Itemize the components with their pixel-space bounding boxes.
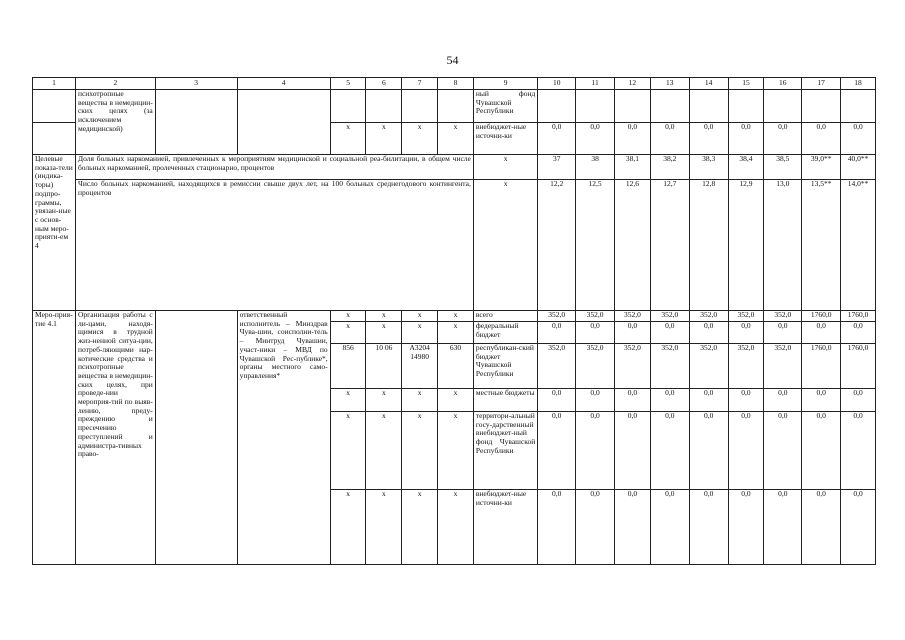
kbk-cell: x <box>402 311 438 322</box>
value-cell: 352,0 <box>764 311 802 322</box>
header-cell: 14 <box>689 78 728 90</box>
value-cell: 0,0 <box>802 123 841 155</box>
value-cell: 0,0 <box>576 412 615 490</box>
empty-cell <box>155 311 237 565</box>
value-cell: 0,0 <box>615 389 651 412</box>
value-cell: 0,0 <box>576 490 615 565</box>
value-cell: 352,0 <box>615 344 651 389</box>
empty-cell <box>650 90 689 123</box>
value-cell: 0,0 <box>841 490 876 565</box>
header-cell: 2 <box>75 78 155 90</box>
funding-source: всего <box>473 311 537 322</box>
value-cell: 352,0 <box>576 344 615 389</box>
value-cell: 38,4 <box>728 155 764 180</box>
targets-label: Целевые показа-тели (индика-торы) подпро-граммы, увязан-ные с основ-ным меро-прияти-ем 4 <box>33 155 76 311</box>
kbk-cell: 630 <box>438 344 474 389</box>
header-cell: 11 <box>576 78 615 90</box>
value-cell: 0,0 <box>538 123 576 155</box>
kbk-cell: x <box>438 412 474 490</box>
value-cell: 0,0 <box>576 389 615 412</box>
value-cell: 0,0 <box>615 412 651 490</box>
value-cell: 1760,0 <box>841 311 876 322</box>
value-cell: 0,0 <box>841 322 876 344</box>
kbk-cell: x <box>366 490 402 565</box>
value-cell: 0,0 <box>689 322 728 344</box>
value-cell: 38,3 <box>689 155 728 180</box>
value-cell: 38,5 <box>764 155 802 180</box>
funding-source: ный фонд Чувашской Республики <box>473 90 537 123</box>
value-cell: 12,2 <box>538 180 576 311</box>
header-cell: 16 <box>764 78 802 90</box>
value-cell: 14,0** <box>841 180 876 311</box>
kbk-cell: x <box>366 389 402 412</box>
header-cell: 18 <box>841 78 876 90</box>
funding-source: внебюджет-ные источни-ки <box>473 490 537 565</box>
header-cell: 1 <box>33 78 76 90</box>
value-cell: 0,0 <box>538 412 576 490</box>
value-cell: 0,0 <box>728 389 764 412</box>
value-cell: 352,0 <box>728 344 764 389</box>
value-cell: 0,0 <box>802 322 841 344</box>
value-cell: 352,0 <box>689 311 728 322</box>
header-cell: 12 <box>615 78 651 90</box>
empty-cell <box>615 90 651 123</box>
header-cell: 3 <box>155 78 237 90</box>
indicator-mark: x <box>473 155 537 180</box>
kbk-cell: x <box>330 123 366 155</box>
kbk-cell: x <box>330 322 366 344</box>
kbk-cell: x <box>330 389 366 412</box>
program-table <box>32 77 876 565</box>
empty-cell <box>438 90 474 123</box>
empty-cell <box>33 90 76 123</box>
kbk-cell: x <box>402 412 438 490</box>
measure-name: Организация работы с ли-цами, находя-щимися в трудной жиз-ненной ситуа-ции, потреб-ляющими нар-котические средства и психотропные вещества в немедицин-ских целях, при проведе-нии мероприя-тий по выяв-лению, преду-преждению и пресечению преступлений и администра-тивных право- <box>75 311 155 565</box>
table-row <box>33 155 876 180</box>
kbk-cell: x <box>366 322 402 344</box>
measure-label: Меро-прия-тие 4.1 <box>33 311 76 565</box>
funding-source: республикан-ский бюджет Чувашской Республики <box>473 344 537 389</box>
kbk-cell: x <box>438 311 474 322</box>
header-cell: 17 <box>802 78 841 90</box>
kbk-cell: x <box>402 389 438 412</box>
value-cell: 0,0 <box>802 490 841 565</box>
value-cell: 0,0 <box>650 389 689 412</box>
header-cell: 8 <box>438 78 474 90</box>
value-cell: 12,5 <box>576 180 615 311</box>
kbk-cell: x <box>438 322 474 344</box>
value-cell: 0,0 <box>538 322 576 344</box>
value-cell: 39,0** <box>802 155 841 180</box>
value-cell: 12,9 <box>728 180 764 311</box>
value-cell: 0,0 <box>802 389 841 412</box>
value-cell: 352,0 <box>728 311 764 322</box>
value-cell: 352,0 <box>689 344 728 389</box>
funding-source: местные бюджеты <box>473 389 537 412</box>
header-cell: 6 <box>366 78 402 90</box>
empty-cell <box>764 90 802 123</box>
header-cell: 7 <box>402 78 438 90</box>
value-cell: 0,0 <box>764 412 802 490</box>
header-cell: 13 <box>650 78 689 90</box>
value-cell: 0,0 <box>650 412 689 490</box>
empty-cell <box>155 90 237 155</box>
value-cell: 12,8 <box>689 180 728 311</box>
value-cell: 40,0** <box>841 155 876 180</box>
value-cell: 352,0 <box>650 344 689 389</box>
funding-source: территори-альный госу-дарственный внебюджет-ный фонд Чувашской Республики <box>473 412 537 490</box>
kbk-cell: x <box>366 311 402 322</box>
value-cell: 38,1 <box>615 155 651 180</box>
header-cell: 15 <box>728 78 764 90</box>
table-row <box>33 180 876 311</box>
empty-cell <box>841 90 876 123</box>
kbk-cell: x <box>402 123 438 155</box>
empty-cell <box>576 90 615 123</box>
value-cell: 0,0 <box>728 412 764 490</box>
value-cell: 0,0 <box>764 389 802 412</box>
kbk-cell: x <box>330 311 366 322</box>
value-cell: 38,2 <box>650 155 689 180</box>
kbk-cell: x <box>330 412 366 490</box>
value-cell: 13,0 <box>764 180 802 311</box>
value-cell: 1760,0 <box>802 311 841 322</box>
empty-cell <box>330 90 366 123</box>
kbk-cell: 856 <box>330 344 366 389</box>
value-cell: 352,0 <box>764 344 802 389</box>
value-cell: 0,0 <box>650 322 689 344</box>
value-cell: 0,0 <box>728 123 764 155</box>
header-row <box>33 78 876 90</box>
kbk-cell: x <box>402 490 438 565</box>
empty-cell <box>689 90 728 123</box>
value-cell: 0,0 <box>689 412 728 490</box>
value-cell: 352,0 <box>538 311 576 322</box>
indicator-text: Число больных наркоманией, находящихся в ремиссии свыше двух лет, на 100 больных среднегодового контингента, процентов <box>75 180 473 311</box>
table-row <box>33 90 876 123</box>
value-cell: 12,6 <box>615 180 651 311</box>
value-cell: 0,0 <box>615 490 651 565</box>
kbk-cell: x <box>366 412 402 490</box>
empty-cell <box>538 90 576 123</box>
value-cell: 352,0 <box>538 344 576 389</box>
value-cell: 352,0 <box>650 311 689 322</box>
kbk-cell: x <box>330 490 366 565</box>
kbk-cell: x <box>366 123 402 155</box>
empty-cell <box>802 90 841 123</box>
value-cell: 0,0 <box>841 389 876 412</box>
value-cell: 1760,0 <box>802 344 841 389</box>
kbk-cell: 10 06 <box>366 344 402 389</box>
header-cell: 9 <box>473 78 537 90</box>
table-row <box>33 311 876 322</box>
kbk-cell: A3204 14980 <box>402 344 438 389</box>
value-cell: 0,0 <box>615 322 651 344</box>
value-cell: 0,0 <box>538 389 576 412</box>
value-cell: 0,0 <box>728 490 764 565</box>
kbk-cell: x <box>438 123 474 155</box>
indicator-text: Доля больных наркоманией, привлеченных к мероприятиям медицинской и социальной реа-билитации, в общем числе больных наркоманией, пролеченных стационарно, процентов <box>75 155 473 180</box>
value-cell: 0,0 <box>538 490 576 565</box>
value-cell: 0,0 <box>841 412 876 490</box>
empty-cell <box>728 90 764 123</box>
value-cell: 0,0 <box>689 389 728 412</box>
value-cell: 0,0 <box>764 123 802 155</box>
value-cell: 0,0 <box>689 123 728 155</box>
value-cell: 352,0 <box>576 311 615 322</box>
measure-name-continued: психотропные вещества в немедицин-ских целях (за исключением медицинской) <box>75 90 155 155</box>
kbk-cell: x <box>402 322 438 344</box>
header-cell: 4 <box>237 78 330 90</box>
funding-source: федеральный бюджет <box>473 322 537 344</box>
value-cell: 0,0 <box>576 123 615 155</box>
header-cell: 5 <box>330 78 366 90</box>
value-cell: 1760,0 <box>841 344 876 389</box>
indicator-mark: x <box>473 180 537 311</box>
value-cell: 12,7 <box>650 180 689 311</box>
value-cell: 0,0 <box>689 490 728 565</box>
header-cell: 10 <box>538 78 576 90</box>
value-cell: 0,0 <box>615 123 651 155</box>
value-cell: 0,0 <box>576 322 615 344</box>
responsible-executor: ответственный исполнитель – Минздрав Чува-шии, соисполни-тель – Минтруд Чувашии, участ-ники – МВД по Чувашской Рес-публике*, органы местного само-управления* <box>237 311 330 565</box>
empty-cell <box>402 90 438 123</box>
kbk-cell: x <box>438 389 474 412</box>
value-cell: 0,0 <box>764 322 802 344</box>
value-cell: 0,0 <box>764 490 802 565</box>
value-cell: 0,0 <box>728 322 764 344</box>
funding-source: внебюджет-ные источни-ки <box>473 123 537 155</box>
value-cell: 352,0 <box>615 311 651 322</box>
empty-cell <box>33 123 76 155</box>
empty-cell <box>366 90 402 123</box>
kbk-cell: x <box>438 490 474 565</box>
page-number: 54 <box>446 53 459 67</box>
value-cell: 0,0 <box>650 490 689 565</box>
value-cell: 13,5** <box>802 180 841 311</box>
value-cell: 38 <box>576 155 615 180</box>
value-cell: 37 <box>538 155 576 180</box>
value-cell: 0,0 <box>841 123 876 155</box>
empty-cell <box>237 90 330 155</box>
value-cell: 0,0 <box>802 412 841 490</box>
value-cell: 0,0 <box>650 123 689 155</box>
